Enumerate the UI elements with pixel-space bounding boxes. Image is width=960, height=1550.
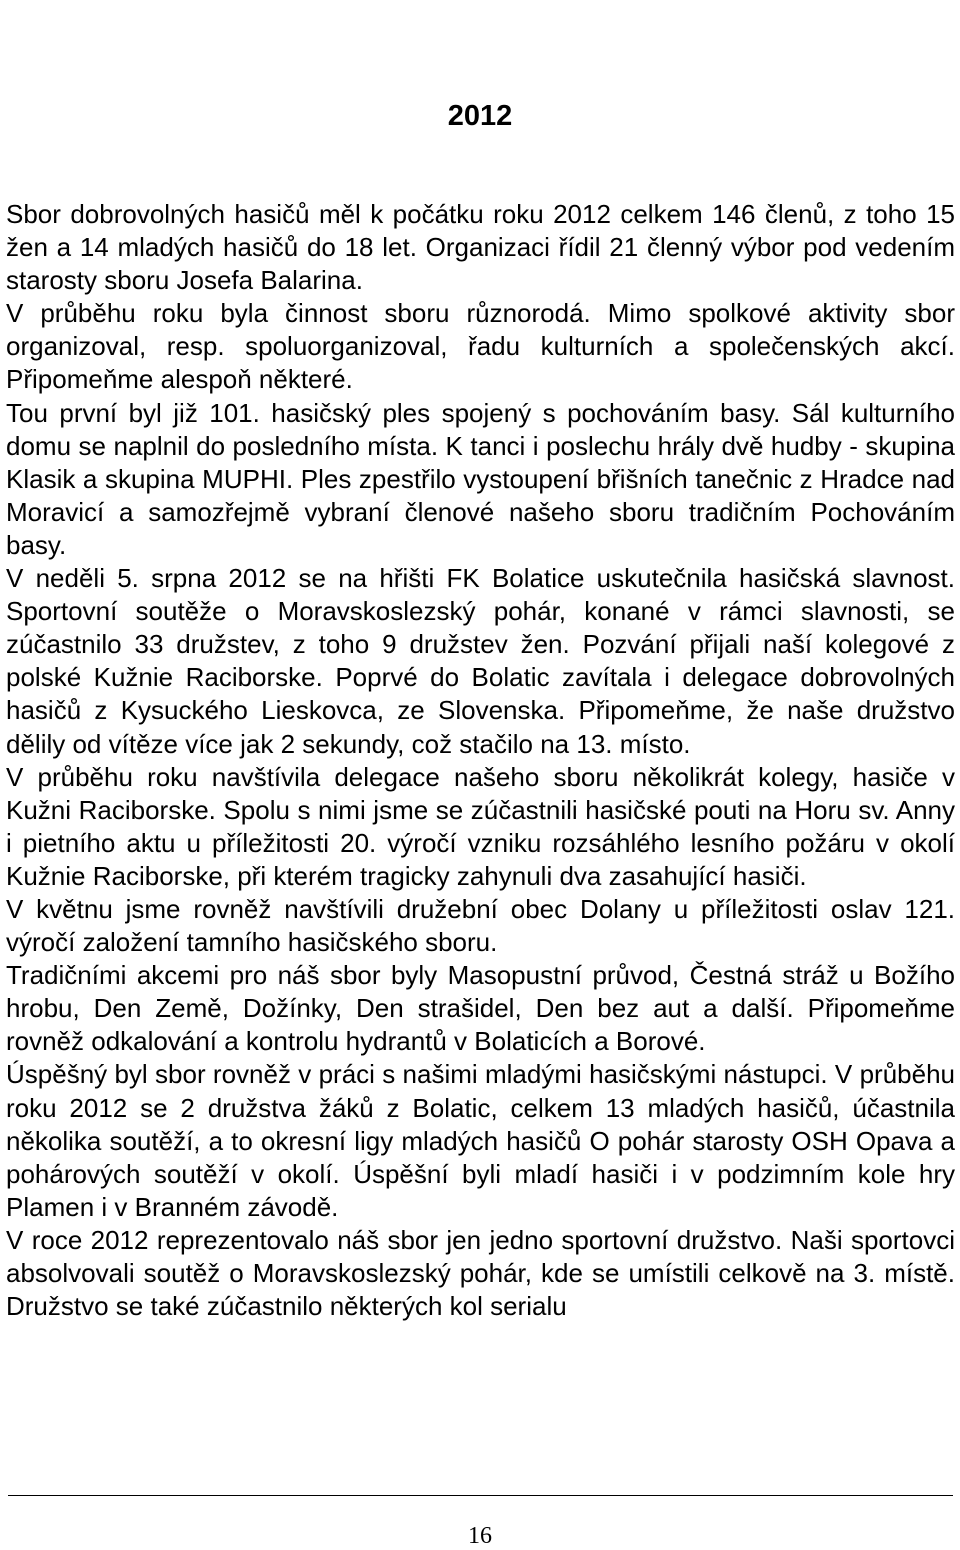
paragraph-dolany: V květnu jsme rovněž navštívili družební obec Dolany u příležitosti oslav 121. výročí založení tamního hasičského sboru. [6,893,955,958]
paragraph-membership: Sbor dobrovolných hasičů měl k počátku roku 2012 celkem 146 členů, z toho 15 žen a 14 mladých hasičů do 18 let. Organizaci řídil 21 členný výbor pod vedením starosty sboru Josefa Balarina. [6,199,955,296]
footer-divider [8,1495,953,1496]
paragraph-celebration: V neděli 5. srpna 2012 se na hřišti FK Bolatice uskutečnila hasičská slavnost. Sportovní soutěže o Moravskoslezský pohár, konané v rámci slavnosti, se zúčastnilo 33 družstev, z toho 9 družstev žen. Pozvání přijali naší kolegové z polské Kužnie Raciborske. Poprvé do Bolatic zavítala i delegace dobrovolných hasičů z Kysuckého Lieskovca, ze Slovenska. Připomeňme, že naše družstvo dělily od vítěze více jak 2 sekundy, což stačilo na 13. místo. [6,563,955,759]
paragraph-youth: Úspěšný byl sbor rovněž v práci s našimi mladými hasičskými nástupci. V průběhu roku 2012 se 2 družstva žáků z Bolatic, celkem 13 mladých hasičů, účastnila několika soutěží, a to okresní ligy mladých hasičů O pohár starosty OSH Opava a pohárových soutěží v okolí. Úspěšní byli mladí hasiči i v podzimním kole hry Plamen i v Branném závodě. [6,1059,955,1222]
paragraph-ball: Tou první byl již 101. hasičský ples spojený s pochováním basy. Sál kulturního domu se naplnil do posledního místa. K tanci i poslechu hrály dvě hudby - skupina Klasik a skupina MUPHI. Ples zpestřilo vystoupení břišních tanečnic z Hradce nad Moravicí a samozřejmě vybraní členové našeho sboru tradičním Pochováním basy. [6,397,955,560]
page-number: 16 [468,1523,492,1549]
page-title: 2012 [447,100,513,132]
paragraph-traditions: Tradičními akcemi pro náš sbor byly Masopustní průvod, Čestná stráž u Božího hrobu, Den Země, Dožínky, Den strašidel, Den bez aut a další. Připomeňme rovněž odkalování a kontrolu hydrantů v Bolaticích a Borové. [6,960,955,1057]
paragraph-visits: V průběhu roku navštívila delegace našeho sboru několikrát kolegy, hasiče v Kužni Raciborske. Spolu s nimi jsme se zúčastnili hasičské pouti na Horu sv. Anny i pietního aktu u příležitosti 20. výročí vzniku rozsáhlého lesního požáru v okolí Kužnie Raciborske, při kterém tragicky zahynuli dva zasahující hasiči. [6,761,955,891]
body-text [6,198,955,1323]
paragraph-activities: V průběhu roku byla činnost sboru různorodá. Mimo spolkové aktivity sbor organizoval, resp. spoluorganizoval, řadu kulturních a společenských akcí. Připomeňme alespoň některé. [6,298,955,395]
paragraph-sports-team: V roce 2012 reprezentovalo náš sbor jen jedno sportovní družstvo. Naši sportovci absolvovali soutěž o Moravskoslezský pohár, kde se umístili celkově na 3. místě. Družstvo se také zúčastnilo některých kol serialu [6,1224,955,1322]
